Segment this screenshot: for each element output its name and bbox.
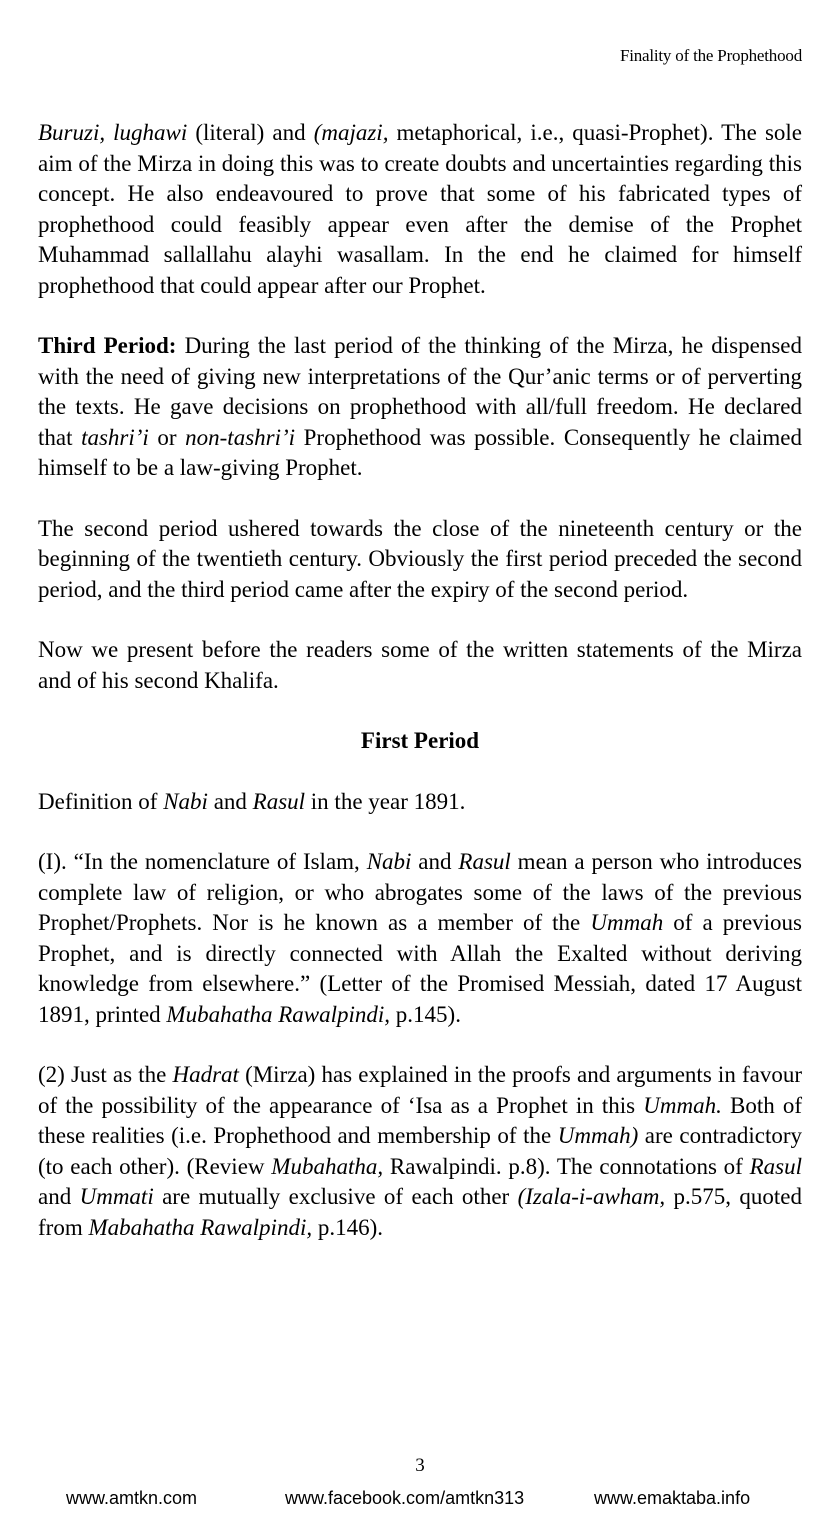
italic-term: Mubahatha, xyxy=(271,1153,384,1179)
text-run: p.145). xyxy=(390,1001,461,1027)
text-run: of a previous Prophet, and is directly connected with Allah the Exalted without deriving knowledge from elsewhere.” (Letter of the Promised Messiah, dated 17 August 1891, printed xyxy=(38,910,803,1027)
paragraph-1 xyxy=(38,118,802,301)
paragraph-quote-1 xyxy=(38,847,802,1030)
italic-term: Ummah. xyxy=(643,1092,722,1118)
footer-link-amtkn[interactable]: www.amtkn.com xyxy=(66,1488,198,1508)
paragraph-third-period xyxy=(38,331,802,484)
text-run: mean a person who introduces complete law of religion, or who abrogates some of the laws of the previous Prophet/Prophets. Nor is he known as a member of the xyxy=(38,849,802,935)
paragraph-definition xyxy=(38,787,802,818)
text-run: During the last period of the thinking of the Mirza, he dispensed with the need of giving new interpretations of the Qur’anic terms or of perverting the texts. He gave decisions on prophethood with all/full freedom. He declared that xyxy=(38,333,802,450)
italic-term: (Izala-i-awham, xyxy=(517,1184,666,1209)
italic-term: non-tashri’i xyxy=(185,424,296,450)
text-run: (I). “In the nomenclature of Islam, xyxy=(38,849,367,874)
text-run: (2) Just as the xyxy=(38,1062,173,1087)
text-run: p.575, quoted from xyxy=(38,1184,802,1240)
italic-term: Ummah xyxy=(590,910,664,935)
text-run: are contradictory (to each other). (Review xyxy=(38,1123,802,1179)
period-label: Third Period: xyxy=(38,333,177,358)
paragraph-4: Now we present before the readers some of the written statements of the Mirza and of his second Khalifa. xyxy=(38,637,802,693)
italic-term: Buruzi, lughawi xyxy=(38,120,188,145)
text-run: and xyxy=(411,849,459,874)
text-run: p.146). xyxy=(312,1214,384,1240)
italic-term: Ummati xyxy=(79,1184,154,1209)
text-run: Definition of xyxy=(38,788,164,814)
text-run: Both of these realities (i.e. Prophethood and membership of the xyxy=(38,1092,803,1148)
text-run: Rawalpindi. p.8). The connotations of xyxy=(383,1153,750,1179)
text-run: metaphorical, i.e., quasi-Prophet). The sole aim of the Mirza in doing this was to create doubts and uncertainties regarding this concept. He also endeavoured to prove that some of his fabricated types of prophethood could feasibly appear even after the demise of the Prophet Muhammad sallallahu alayhi wasallam. In the end he claimed for himself prophethood that could appear after our Prophet. xyxy=(38,120,803,298)
paragraph-3: The second period ushered towards the close of the nineteenth century or the beginning of the twentieth century. Obviously the first period preceded the second period, and the third period came after the expiry of the second period. xyxy=(38,515,802,602)
paragraph-quote-2 xyxy=(38,1060,802,1243)
text-run: and xyxy=(38,1184,80,1209)
page-number: 3 xyxy=(415,1455,425,1476)
italic-term: Mubahatha Rawalpindi, xyxy=(166,1001,391,1027)
section-heading: First Period xyxy=(360,728,480,753)
italic-term: Ummah) xyxy=(557,1123,639,1148)
text-run: and xyxy=(207,788,253,814)
italic-term: tashri’i xyxy=(81,424,149,450)
page-body xyxy=(38,118,802,1273)
footer-link-emaktaba[interactable]: www.emaktaba.info xyxy=(594,1488,751,1508)
text-run: in the year 1891. xyxy=(305,788,466,814)
italic-term: Nabi xyxy=(163,788,208,814)
footer-link-facebook[interactable]: www.facebook.com/amtkn313 xyxy=(285,1488,525,1508)
text-run: Prophethood was possible. Consequently he claimed himself to be a law-giving Prophet. xyxy=(38,424,802,480)
italic-term: Rasul xyxy=(458,849,511,874)
italic-term: Hadrat xyxy=(172,1062,239,1087)
text-run: or xyxy=(148,424,186,450)
italic-term: Rasul xyxy=(252,788,306,814)
italic-term: Mabahatha Rawalpindi, xyxy=(88,1214,313,1240)
text-run: are mutually exclusive of each other xyxy=(153,1184,518,1209)
running-header: Finality of the Prophethood xyxy=(619,46,802,65)
italic-term: (majazi, xyxy=(313,120,389,145)
italic-term: Rasul xyxy=(749,1153,802,1179)
italic-term: Nabi xyxy=(366,849,412,874)
text-run: (Mirza) has explained in the proofs and arguments in favour of the possibility of the appearance of ‘Isa as a Prophet in this xyxy=(38,1062,802,1118)
text-run: (literal) and xyxy=(187,120,314,145)
